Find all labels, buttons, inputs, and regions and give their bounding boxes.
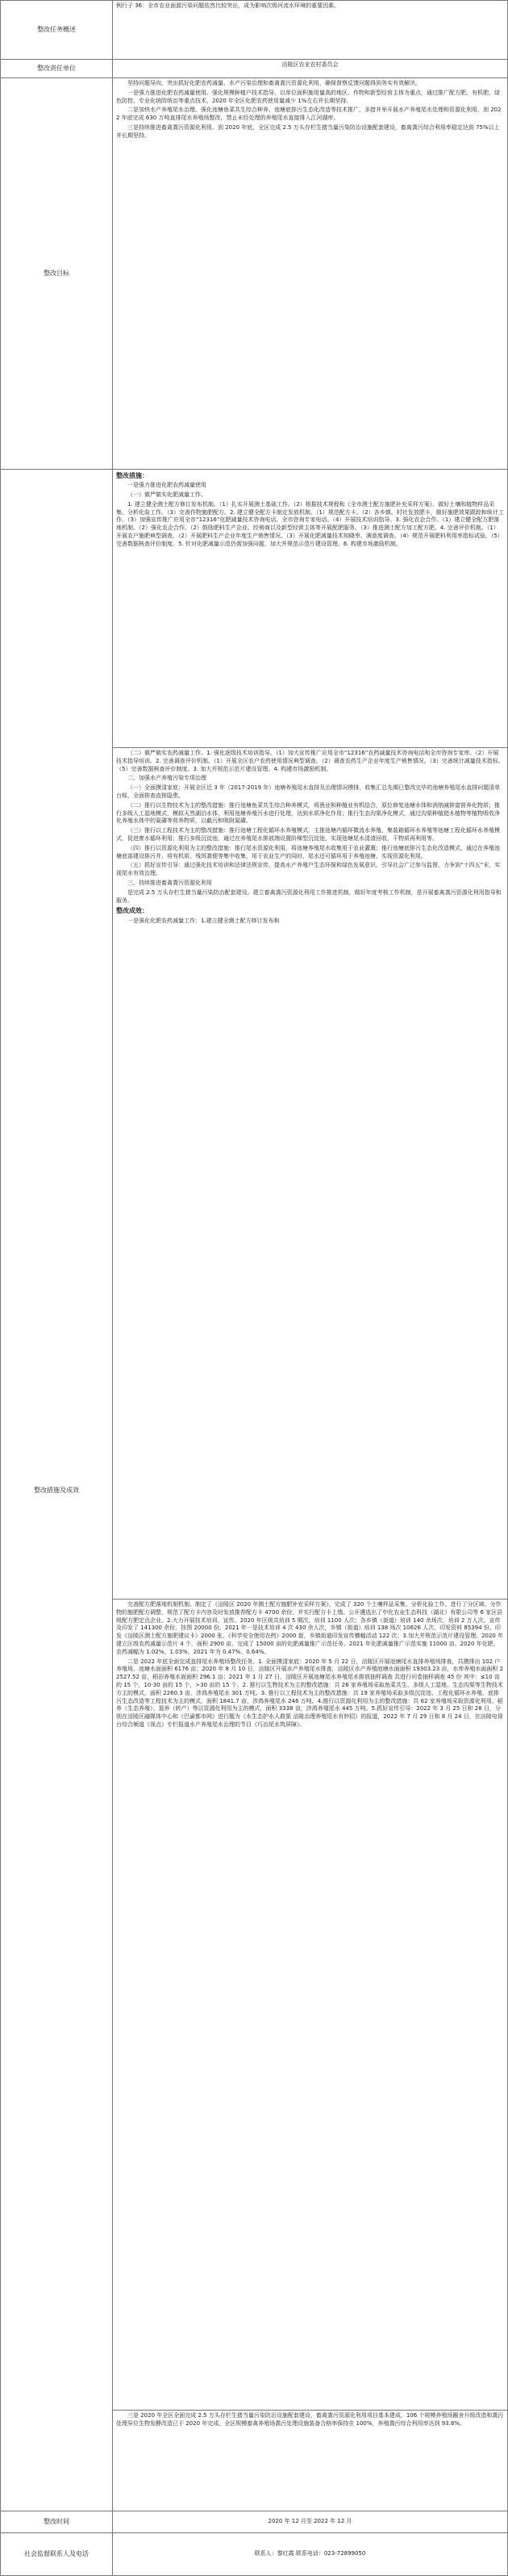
row-task-summary [1,1,508,60]
goal-paragraph: 一是强力推进化肥农药减量使用。强化规模种植户技术指导，以单位面积施用量高的地区、作物和新型经营主体为重点，通过推广配方肥、有机肥、绿色防控、专业化统防统治等重点技术，2020 年全区化肥农药使用量减少 1%左右并长期坚持。 [116,89,500,104]
measures-paragraph: （一）全面摸清家底：开展全区近 3 年（2017-2019 年）池塘养殖尾水直排及治理情况摸排，收集汇总先期已整改完毕的池塘养殖尾水直排问题清单台账，全面排查直排隐患。 [116,784,501,799]
value-measures-part-1 [113,470,508,748]
measures-paragraph: 三、持续推进畜禽粪污资源化利用 [127,879,212,886]
label-rectification-time: 整改时间 [1,2511,113,2533]
measures-paragraph: （三）推行以工程技术为主的整改措施：推行池塘工程化循环水养殖模式，主推池塘内循环微流水养殖、集装箱循环水养殖等池塘工程化循环水养殖模式，促进废水循环利用；推行多级沉淀池，通过在养殖尾水排放端设置阶梯型沉淀池，实现池塘尾水清渣回收，干物质再利用等。 [116,827,500,842]
measures-paragraph: 是完成 2.5 万头存栏生猪当量污染防治配套建设。建立畜禽粪污资源化利用工作推进机制，做好年度考核工作机制，是开展畜禽粪污资源化利用指导和服务。 [116,889,502,904]
measures-heading: 整改措施： [116,472,148,479]
label-rectification-goal: 整改目标 [1,78,113,470]
label-task-summary: 整改任务概述 [1,1,113,60]
row-rectification-time [1,2511,508,2533]
goal-paragraph: 坚持问题导向，突出抓好化肥农药减量、水产污染治理和畜禽粪污资源化利用，确保督察反馈问题得到务实有效解决。 [127,80,421,86]
effects-heading: 整改成效： [116,907,148,915]
measures-paragraph: （五）抓好宣传引导：通过强化技术培训和法律法规宣传，提高水产养殖户生态环保和绿色发展意识，引导社会广泛参与监督，力争到“十四五”末，实现尾水有效治理。 [116,862,501,877]
measures-paragraph: （二）推行以生物技术为主的整改措施：推行池塘鱼菜共生综合种养模式，将渔业和种植业有机结合，原位修复池塘水体和消纳减排富营养化物质；推行多级人工湿地模式，模拟天然湖泊水体，利用池塘养殖污水进行处理，达到水质净化作用；推行生态沟渠净化模式，通过沟渠种植挺水植物等植物吸收净化养殖水体中的氮磷等营养物质，以截污和吸附氮磷。 [116,801,500,825]
effects-paragraph: 完善配方肥落地机制机制。制定了《涪陵区 2020 年测土配方施肥补充采样方案》，完成了 320 个土壤样品采集、分析化验工作。进行了分区域、分作物的施肥配方调整，规范了配方卡内容及时发放推荐配方卡 4700 余份，并实行配方卡上墙。公开遴选出了中化农业生态科技（湖北）有限公司等 6 家区县级配方肥定点企业。2.大力开展技术培训、宣传。2020 年区级共培训 5 期次，培训 1100 人次；各乡镇（街道）培训 140 余场次，培训 2 万人次。宣传及印发了 141300 余份，挂图 20000 份。2021 年一是技术培训 4 次 430 余人次，乡镇（街道）培训 138 场次 10626 人次，印发资料 85394 份。印发《涪陵区测土配方施肥建议卡》2000 张、《科学安全使用农药》2000 套，乡镇街道印发宣传横幅活动 122 次；3.加大并规范示范片建设管理。2020 年建立区级农药减量示范片 4 个，面积 2900 亩。完成了 15000 亩的化肥减量推广示范任务。2021 年化肥减量推广示范实施 11000 亩。2020 年化肥、农药减幅为 1.02%、1.03%，2021 年为 0.47%、0.64%。 [116,1601,504,1655]
measures-paragraph: 二、加强水产养殖污染专项治理 [127,775,206,782]
effects-paragraph: 三是 2020 年全区全面完成 2.5 万头存栏生猪当量污染防治设施配套建设，畜禽粪污资源化利用项目基本建成，106 个规模养殖场圈舍升级改造和粪污处理异位生物发酵改造已于 2020 年完成。全区规模畜禽养殖场粪污处理设施装备合格率保持在 100%，养殖粪污综合利用率达到 93.8%。 [116,2412,504,2427]
value-task-summary [113,1,508,60]
value-responsible-unit: 涪陵区农业农村委员会 [113,60,508,78]
goal-paragraph: 二是加快水产养殖尾水治理。强化池塘鱼菜共生综合种养、池塘底排污生态化改造等技术推广，多措并举开展水产养殖尾水处理和资源化利用，到 2022 年底完成 630 万吨直排尾水养殖场整改，禁止未经处理的养殖尾水直接排入江河湖库。 [116,107,502,122]
measures-paragraph: 1. 建立健全测土配方修订发布机制。（1）扎实开展测土基础工作。（2）根据技术规程和《全市测土配方施肥补充采样方案》，做好土壤和植物样品采集、分析化验工作。（3）完善作物施肥配方。2. 建立健全配方卡制定发放机制。（1）规范配方卡。（2）各乡镇、村社发放肥卡，做好施肥效果跟踪和统计工作。（3）加强宣传推广应用全市“12316”化肥减量技术咨询电话，全市咨询专家电话。（4）开展技术培训指导。3. 强化农企合作。（1）建立健全配方肥落地机制。（2）强化农企合作。（2）鼓励肥料生产企业、经销商以及新型经营主体等开展配肥服务。（3）推进测土配方加工配方肥。4. 完善评价机制。（1）开展农户施肥典型调查。（2）开展肥料生产企业年度生产销售情况。（3）开展化肥减量技术知晓率、满意度调查。（4）规范开展肥料利用率指标试验。（5）完善数据核查评价制度。5. 针对化肥减量示范仍需加强问题，加大并规范示范片建设管理。6. 构建市场激励机制。 [116,500,504,547]
label-responsible-unit: 整改责任单位 [1,60,113,78]
row-supervision-contact [1,2533,508,2576]
value-rectification-goal [113,78,508,470]
effects-paragraph: 二是 2022 年底全面完成直排尾水养殖场整改任务。1. 全面摸清家底：2020 年 5 月 22 日，涪陵区开展池塘尾水直排养殖场排查，共摸排出 102 户养殖场，池塘水面面积 6176 亩；2020 年 8 月 10 日，涪陵区开展水产养殖尾水排查，涪陵区水产养殖池塘水面面积 19303.23 亩，水库养殖水面面积 22527.52 亩，稻田养殖水面面积 296.1 亩；2021 年 1 月 27 日，涪陵区开展池塘尾水养殖尾水排放抽样调查 共进行问卷抽样调查 45 份 其中：≤10 亩的 15 个，10-30 亩的 15 个，>30 亩的 15 个。2. 推行以生物技术为主的整改措施：共 26 家养殖场采取鱼菜共生、多级人工湿地、生态沟渠等生物技术方主的模式，面积 2260.3 亩，涉鸿养殖尾水 301 万吨。3. 推行以工程技术为主的整改措施：共 19 家养殖场采取多级沉淀池、工程化循环水养殖、底排污生态改造等工程技术为主的模式，面积 1841.7 亩，涉鸿养殖尾水 246 万吨。4.推行以资源化利用为主的整改措施：共 62 家养殖场采取资源化利用、稻养（生态养殖）、退养（转产）等以资源化利用为主的模式，面积 3338 亩，涉鸿养殖尾水 445 万吨。5.抓好宣传引导：2022 年 3 月 25 日和 28 日，分别在涪陵区融媒体中心和《巴渝都市网》进行题为《水生态护水人救渠 涪陵治理养殖尾水有妙招》的报道，2022 年 7 月 29 日和 8 月 24 日，在涪陵电视台综合频道《视点》专栏报道水产养殖尾水治理的节目《巧治尾水筑屏障》。 [116,1658,504,1728]
measures-paragraph: （二）做严做实农药减量工作。1. 强化逐级技术培训指导。（1）加大宣传推广应用全市“12316”农药减量技术咨询电话和全市咨询专家库。（2）开展技术指导培训。2. 完善调查评价机制。（1）开展全区农户农药使用情况典型调查。（2）调查农药生产企业年度生产销售情况。（3）完善统计减量技术指标。（5）完善数据核查评价制度。3. 加大并规范示范片建设管理。4. 构建市场激励机制。 [116,750,504,772]
row-rectification-goal [1,78,508,470]
value-rectification-time: 2020 年 12 月至 2022 年 12 月 [113,2511,508,2533]
row-measures-effects [1,470,508,748]
value-measures-part-2 [113,748,508,1600]
measures-paragraph: （一）做严做实化肥减量工作。 [127,491,206,498]
measures-paragraph: 一是强力推进化肥农药减量使用 [127,482,206,489]
task-summary-text: 例行子 36：全市农业面源污染问题依然比较突出，成为影响次级河流水环境的重要因素。 [116,2,340,9]
label-measures-effects: 整改措施及成效 [1,470,113,2511]
value-measures-part-3 [113,1600,508,2411]
value-measures-part-4 [113,2411,508,2511]
value-supervision-contact: 联系人：黎红霞 联系电话：023-72899050 [113,2533,508,2576]
label-supervision-contact: 社会监督联系人及电话 [1,2533,113,2576]
effects-paragraph: 一是强化化肥农药减量工作：1.建立健全测土配方修订发布和 [127,917,280,924]
row-responsible-unit [1,60,508,78]
measures-paragraph: （四）推行以资源化利用为主的整改措施：推行尾水资源化利用，将池塘养殖尾水收集用于农业灌溉；推行池塘底排污生态化改造模式，通过在养殖池塘底部建设排污井，将有机质、残饵粪便等集中收集，用于农业生产的同时，尾水还可循环用于养殖池塘，实现资源化利用。 [116,844,500,859]
goal-paragraph: 三是持续推进畜禽粪污资源化利用。到 2020 年底，全区完成 2.5 万头存栏生猪当量污染防治设施配套建设，畜禽粪污综合利用率稳定达到 75%以上并长期坚持。 [116,123,500,139]
